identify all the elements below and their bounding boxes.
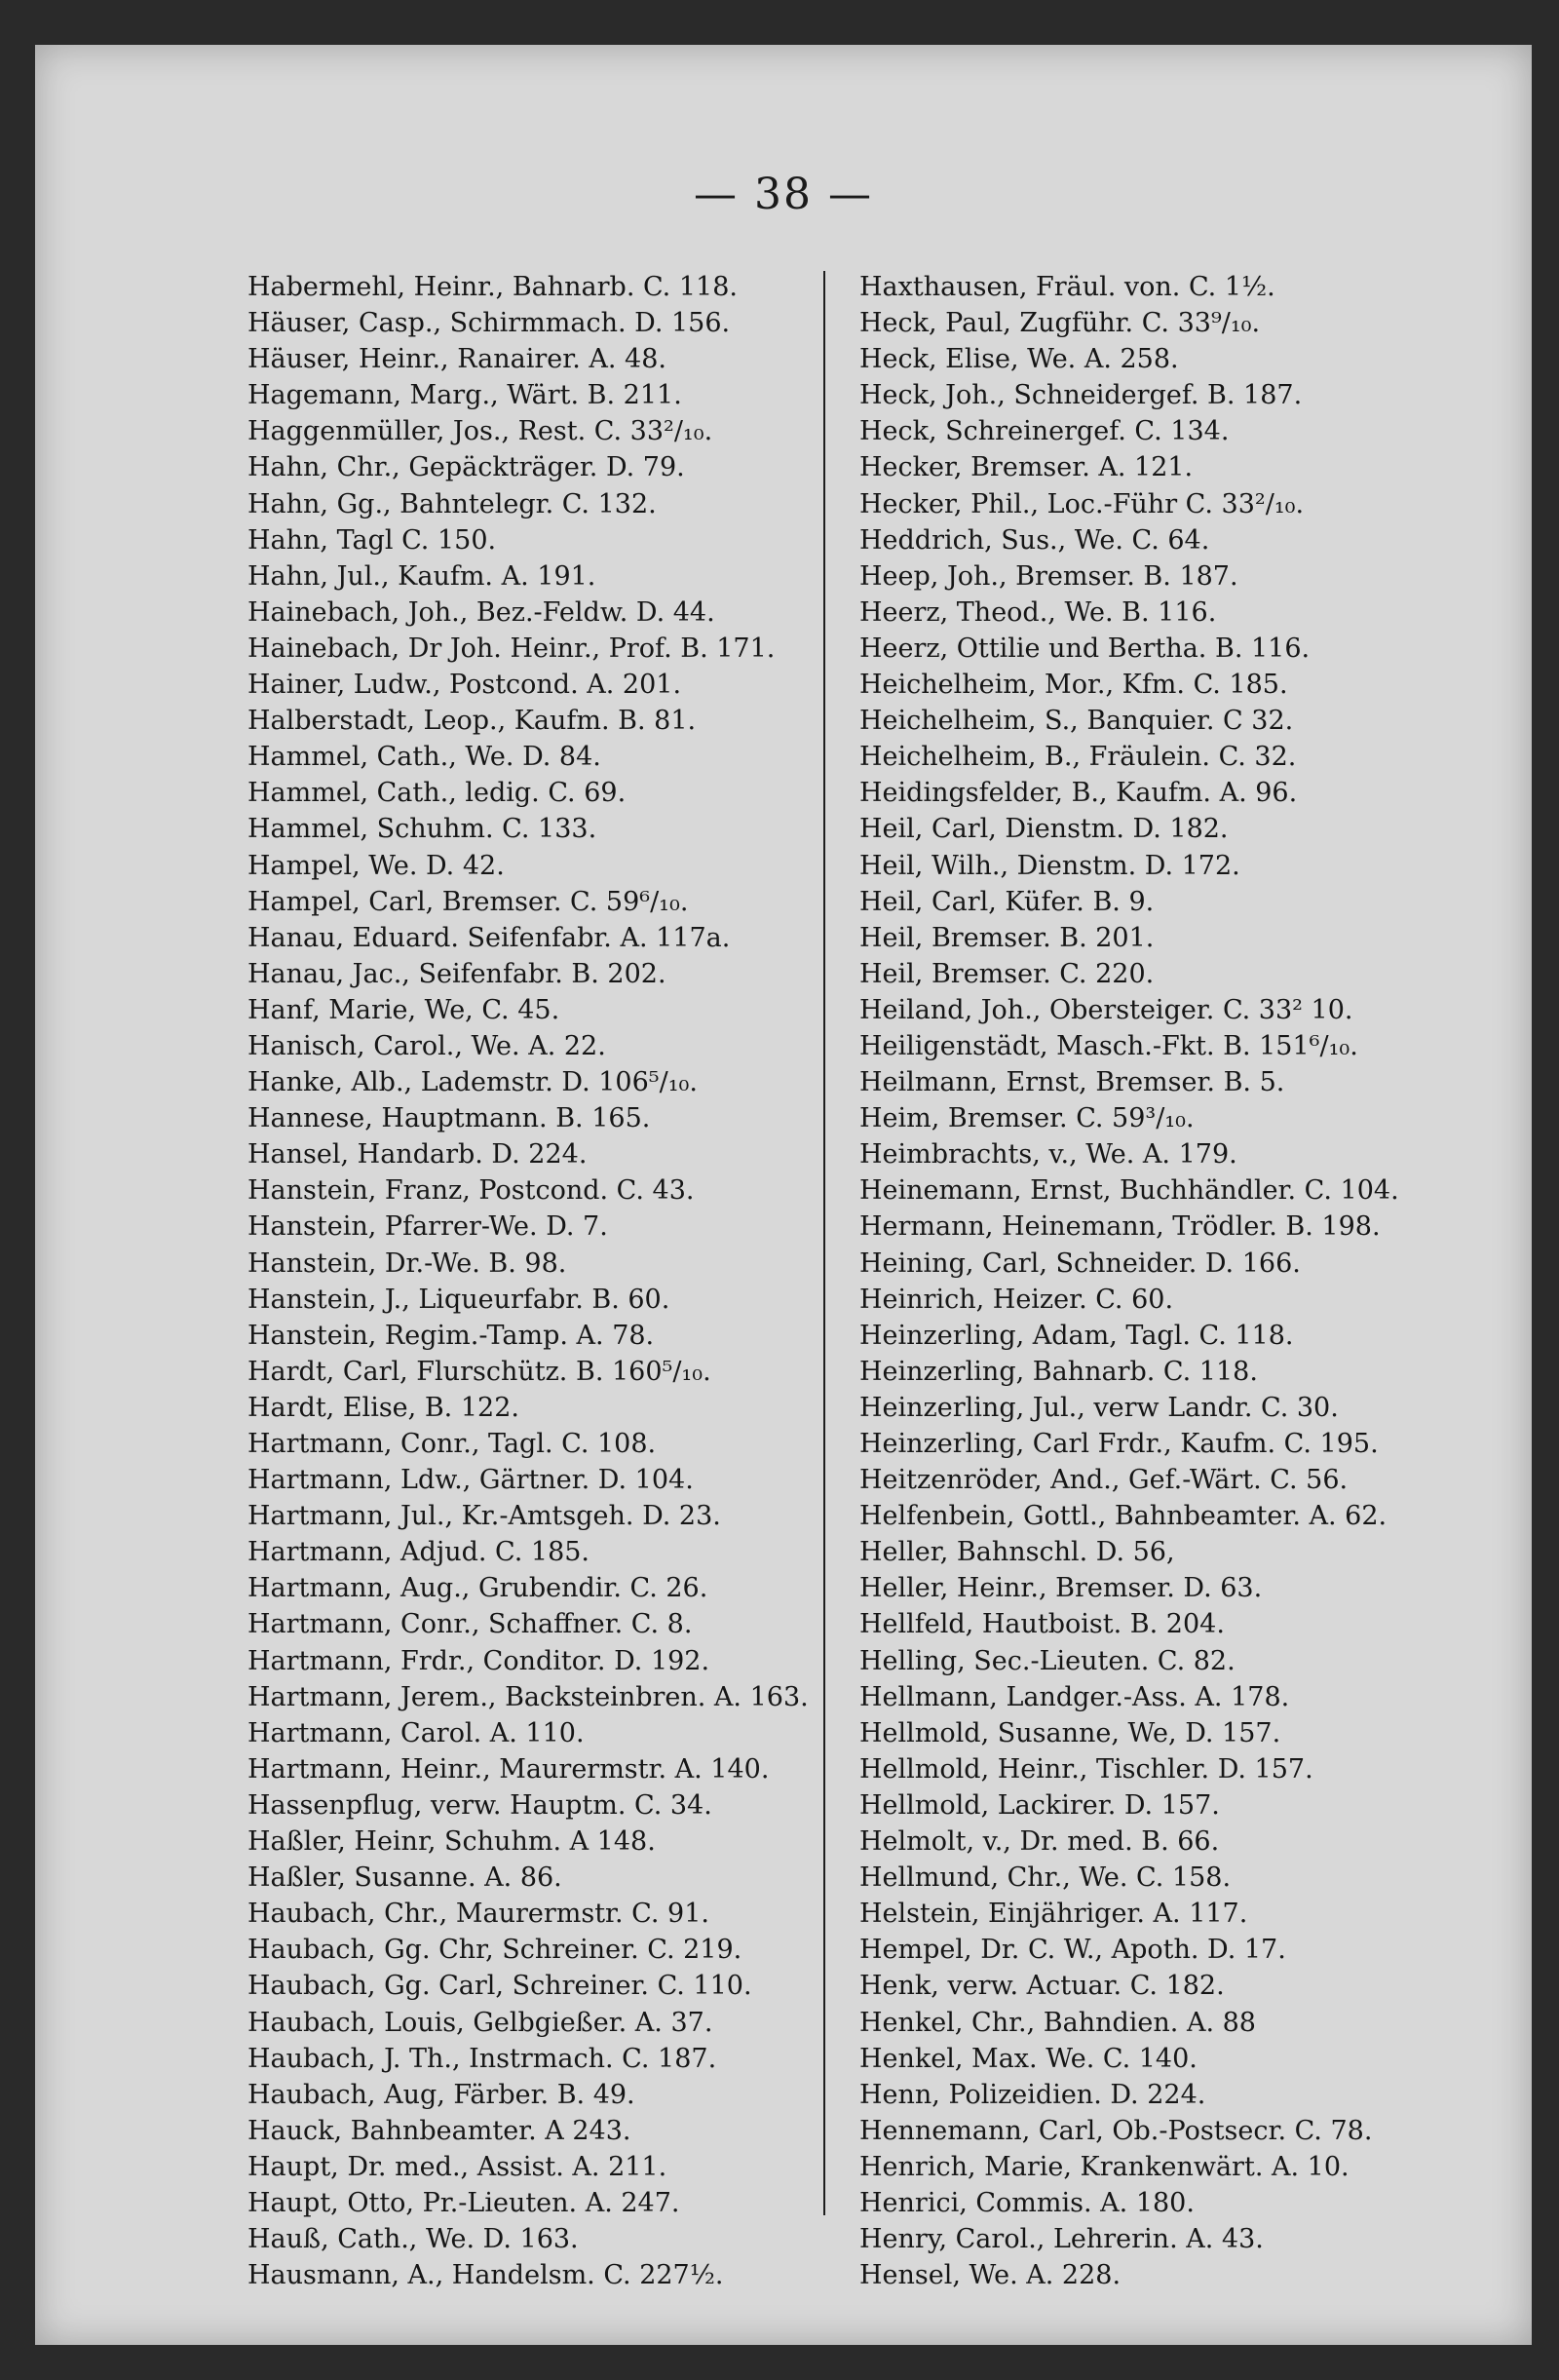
directory-entry: Hartmann, Jerem., Backsteinbren. A. 163.	[247, 1681, 809, 1712]
directory-entry: Heller, Bahnschl. D. 56,	[859, 1537, 1175, 1568]
directory-entry: Heerz, Ottilie und Bertha. B. 116.	[859, 633, 1311, 664]
directory-entry: Hammel, Cath., ledig. C. 69.	[247, 778, 627, 809]
directory-entry: Haxthausen, Fräul. von. C. 1½.	[859, 272, 1275, 302]
directory-entry: Hartmann, Frdr., Conditor. D. 192.	[247, 1645, 710, 1676]
directory-entry: Hartmann, Heinr., Maurermstr. A. 140.	[247, 1753, 770, 1785]
directory-entry: Hecker, Phil., Loc.-Führ C. 33²/₁₀.	[859, 488, 1305, 519]
directory-entry: Heilmann, Ernst, Bremser. B. 5.	[859, 1067, 1285, 1098]
directory-entry: Heining, Carl, Schneider. D. 166.	[859, 1248, 1301, 1279]
directory-entry: Hempel, Dr. C. W., Apoth. D. 17.	[859, 1935, 1286, 1966]
directory-entry: Habermehl, Heinr., Bahnarb. C. 118.	[247, 272, 738, 302]
directory-entry: Hanke, Alb., Lademstr. D. 106⁵/₁₀.	[247, 1067, 698, 1098]
book-page	[35, 45, 1532, 2345]
directory-entry: Hellmold, Lackirer. D. 157.	[859, 1789, 1220, 1821]
directory-entry: Hellfeld, Hautboist. B. 204.	[859, 1609, 1225, 1640]
directory-entry: Henk, verw. Actuar. C. 182.	[859, 1971, 1225, 2002]
directory-entry: Hahn, Jul., Kaufm. A. 191.	[247, 560, 596, 592]
directory-entry: Hartmann, Carol. A. 110.	[247, 1717, 585, 1748]
directory-entry: Hanstein, J., Liqueurfabr. B. 60.	[247, 1284, 670, 1315]
left-column	[247, 269, 854, 2293]
directory-entry: Haubach, Chr., Maurermstr. C. 91.	[247, 1899, 709, 1930]
directory-entry: Hecker, Bremser. A. 121.	[859, 452, 1194, 483]
directory-entry: Hermann, Heinemann, Trödler. B. 198.	[859, 1211, 1381, 1243]
directory-entry: Heil, Wilh., Dienstm. D. 172.	[859, 850, 1240, 881]
directory-entry: Hainebach, Joh., Bez.-Feldw. D. 44.	[247, 596, 715, 628]
directory-entry: Häuser, Heinr., Ranairer. A. 48.	[247, 344, 666, 375]
directory-entry: Hainebach, Dr Joh. Heinr., Prof. B. 171.	[247, 633, 776, 664]
directory-entry: Hartmann, Jul., Kr.-Amtsgeh. D. 23.	[247, 1501, 721, 1532]
directory-entry: Haubach, Aug, Färber. B. 49.	[247, 2079, 635, 2110]
directory-entry: Heller, Heinr., Bremser. D. 63.	[859, 1573, 1263, 1604]
directory-entry: Heinzerling, Bahnarb. C. 118.	[859, 1356, 1258, 1387]
directory-entry: Haubach, J. Th., Instrmach. C. 187.	[247, 2043, 717, 2074]
directory-entry: Helmolt, v., Dr. med. B. 66.	[859, 1826, 1220, 1858]
directory-entry: Hahn, Gg., Bahntelegr. C. 132.	[247, 488, 657, 519]
directory-entry: Heil, Bremser. C. 220.	[859, 958, 1155, 989]
directory-entry: Hammel, Schuhm. C. 133.	[247, 814, 597, 845]
directory-entry: Hannese, Hauptmann. B. 165.	[247, 1103, 651, 1134]
directory-entry: Heinzerling, Adam, Tagl. C. 118.	[859, 1320, 1294, 1351]
directory-entry: Hartmann, Aug., Grubendir. C. 26.	[247, 1573, 708, 1604]
directory-entry: Helstein, Einjähriger. A. 117.	[859, 1899, 1248, 1930]
directory-entry: Heitzenröder, And., Gef.-Wärt. C. 56.	[859, 1465, 1349, 1496]
directory-entry: Hagemann, Marg., Wärt. B. 211.	[247, 380, 682, 411]
directory-entry: Heinzerling, Carl Frdr., Kaufm. C. 195.	[859, 1429, 1379, 1459]
directory-entry: Hartmann, Ldw., Gärtner. D. 104.	[247, 1465, 694, 1496]
directory-entry: Hassenpflug, verw. Hauptm. C. 34.	[247, 1789, 712, 1821]
directory-entry: Heinzerling, Jul., verw Landr. C. 30.	[859, 1392, 1339, 1423]
directory-entry: Henkel, Chr., Bahndien. A. 88	[859, 2007, 1256, 2038]
directory-entry: Heck, Joh., Schneidergef. B. 187.	[859, 380, 1303, 411]
directory-entry: Heep, Joh., Bremser. B. 187.	[859, 560, 1238, 592]
directory-entry: Hardt, Carl, Flurschütz. B. 160⁵/₁₀.	[247, 1356, 711, 1387]
directory-entry: Hainer, Ludw., Postcond. A. 201.	[247, 670, 682, 701]
directory-entry: Heim, Bremser. C. 59³/₁₀.	[859, 1103, 1195, 1134]
directory-entry: Hampel, We. D. 42.	[247, 850, 505, 881]
directory-entry: Heddrich, Sus., We. C. 64.	[859, 524, 1210, 556]
directory-entry: Henn, Polizeidien. D. 224.	[859, 2079, 1206, 2110]
directory-entry: Heiligenstädt, Masch.-Fkt. B. 151⁶/₁₀.	[859, 1030, 1358, 1061]
directory-entry: Helling, Sec.-Lieuten. C. 82.	[859, 1645, 1236, 1676]
directory-entry: Heck, Paul, Zugführ. C. 33⁹/₁₀.	[859, 308, 1261, 339]
directory-entry: Heimbrachts, v., We. A. 179.	[859, 1139, 1237, 1171]
directory-entry: Hansel, Handarb. D. 224.	[247, 1139, 588, 1171]
directory-entry: Haßler, Susanne. A. 86.	[247, 1862, 562, 1894]
directory-entry: Heidingsfelder, B., Kaufm. A. 96.	[859, 778, 1298, 809]
directory-entry: Hammel, Cath., We. D. 84.	[247, 742, 601, 773]
directory-entry: Hellmold, Heinr., Tischler. D. 157.	[859, 1753, 1313, 1785]
directory-entry: Hennemann, Carl, Ob.-Postsecr. C. 78.	[859, 2115, 1373, 2146]
directory-entry: Hausmann, A., Handelsm. C. 227½.	[247, 2260, 724, 2291]
directory-entry: Häuser, Casp., Schirmmach. D. 156.	[247, 308, 731, 339]
directory-entry: Heichelheim, S., Banquier. C 32.	[859, 706, 1294, 737]
directory-entry: Hauck, Bahnbeamter. A 243.	[247, 2115, 631, 2146]
directory-entry: Heiland, Joh., Obersteiger. C. 33² 10.	[859, 994, 1353, 1025]
directory-entry: Haupt, Otto, Pr.-Lieuten. A. 247.	[247, 2187, 680, 2218]
directory-entry: Hensel, We. A. 228.	[859, 2260, 1122, 2291]
directory-entry: Heil, Carl, Dienstm. D. 182.	[859, 814, 1229, 845]
directory-entry: Hanstein, Pfarrer-We. D. 7.	[247, 1211, 608, 1243]
directory-entry: Heerz, Theod., We. B. 116.	[859, 596, 1217, 628]
directory-entry: Henrici, Commis. A. 180.	[859, 2187, 1195, 2218]
directory-entry: Henry, Carol., Lehrerin. A. 43.	[859, 2224, 1264, 2255]
page-number: — 38 —	[694, 170, 873, 219]
directory-entry: Hanstein, Dr.-We. B. 98.	[247, 1248, 567, 1279]
directory-entry: Haggenmüller, Jos., Rest. C. 33²/₁₀.	[247, 416, 713, 447]
directory-entry: Halberstadt, Leop., Kaufm. B. 81.	[247, 706, 697, 737]
directory-entry: Hanau, Eduard. Seifenfabr. A. 117a.	[247, 922, 731, 953]
directory-entry: Hardt, Elise, B. 122.	[247, 1392, 519, 1423]
directory-entry: Henrich, Marie, Krankenwärt. A. 10.	[859, 2151, 1350, 2182]
directory-entry: Hellmann, Landger.-Ass. A. 178.	[859, 1681, 1290, 1712]
directory-entry: Haubach, Gg. Chr, Schreiner. C. 219.	[247, 1935, 742, 1966]
directory-entry: Hanisch, Carol., We. A. 22.	[247, 1030, 606, 1061]
directory-entry: Hellmold, Susanne, We, D. 157.	[859, 1717, 1281, 1748]
directory-entry: Hauß, Cath., We. D. 163.	[247, 2224, 579, 2255]
directory-entry: Hampel, Carl, Bremser. C. 59⁶/₁₀.	[247, 886, 689, 917]
directory-entry: Heck, Elise, We. A. 258.	[859, 344, 1179, 375]
directory-entry: Heichelheim, Mor., Kfm. C. 185.	[859, 670, 1288, 701]
directory-entry: Henkel, Max. We. C. 140.	[859, 2043, 1198, 2074]
directory-entry: Helfenbein, Gottl., Bahnbeamter. A. 62.	[859, 1501, 1388, 1532]
right-column	[859, 269, 1502, 2293]
directory-entry: Hahn, Chr., Gepäckträger. D. 79.	[247, 452, 685, 483]
directory-entry: Heinrich, Heizer. C. 60.	[859, 1284, 1174, 1315]
directory-entry: Heichelheim, B., Fräulein. C. 32.	[859, 742, 1297, 773]
directory-entry: Hanstein, Franz, Postcond. C. 43.	[247, 1175, 695, 1207]
directory-entry: Heil, Bremser. B. 201.	[859, 922, 1155, 953]
directory-entry: Heck, Schreinergef. C. 134.	[859, 416, 1230, 447]
directory-entry: Hartmann, Conr., Schaffner. C. 8.	[247, 1609, 693, 1640]
directory-entry: Heinemann, Ernst, Buchhändler. C. 104.	[859, 1175, 1399, 1207]
directory-entry: Hanf, Marie, We, C. 45.	[247, 994, 560, 1025]
directory-entry: Hanau, Jac., Seifenfabr. B. 202.	[247, 958, 666, 989]
directory-entry: Haßler, Heinr, Schuhm. A 148.	[247, 1826, 656, 1858]
column-divider	[823, 271, 825, 2215]
directory-entry: Hahn, Tagl C. 150.	[247, 524, 497, 556]
directory-entry: Hartmann, Adjud. C. 185.	[247, 1537, 590, 1568]
directory-entry: Haupt, Dr. med., Assist. A. 211.	[247, 2151, 667, 2182]
directory-entry: Haubach, Louis, Gelbgießer. A. 37.	[247, 2007, 713, 2038]
directory-entry: Hanstein, Regim.-Tamp. A. 78.	[247, 1320, 655, 1351]
directory-entry: Hartmann, Conr., Tagl. C. 108.	[247, 1429, 657, 1459]
directory-entry: Heil, Carl, Küfer. B. 9.	[859, 886, 1155, 917]
directory-entry: Haubach, Gg. Carl, Schreiner. C. 110.	[247, 1971, 752, 2002]
directory-entry: Hellmund, Chr., We. C. 158.	[859, 1862, 1232, 1894]
